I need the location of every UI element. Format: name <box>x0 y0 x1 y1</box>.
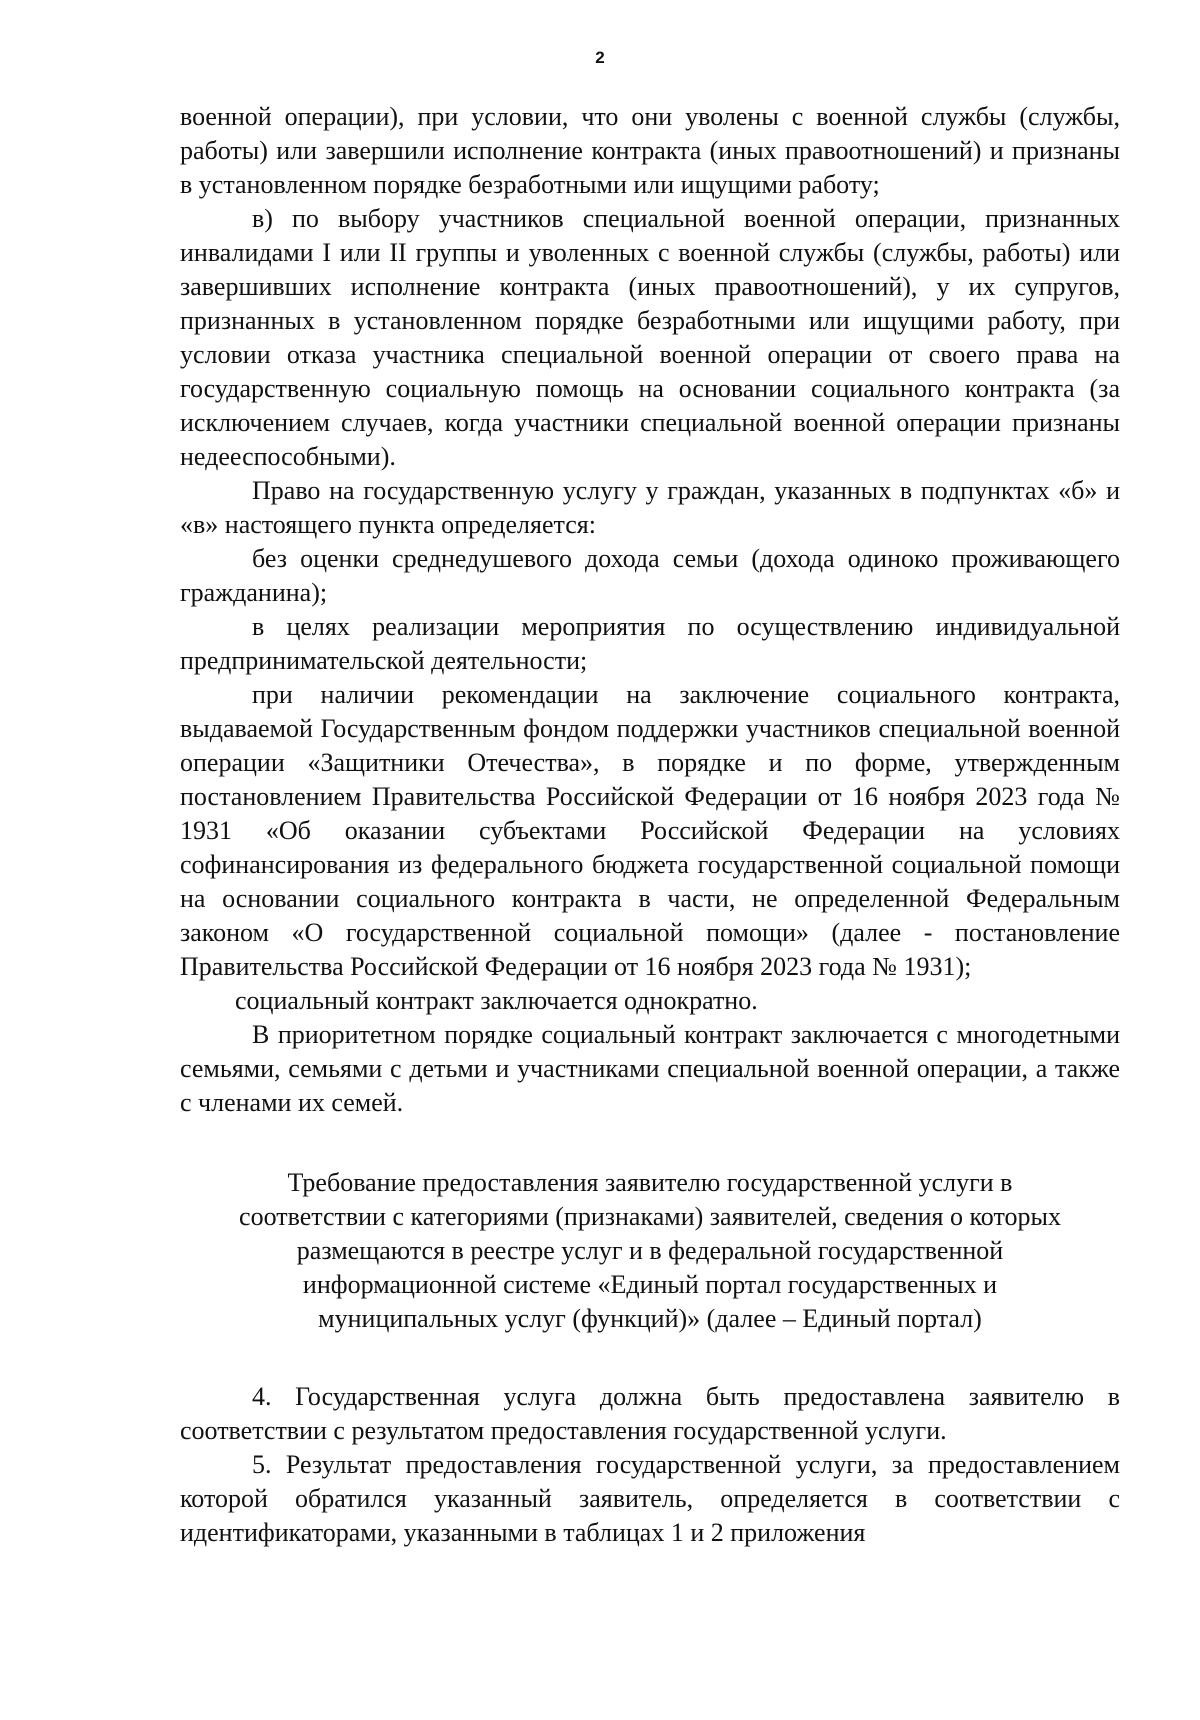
paragraph-5: 5. Результат предоставления государственной услуги, за предоставлением которой обратился указанный заявитель, определяется в соответствии с идентификаторами, указанными в таблицах 1 и 2 приложения <box>180 1450 1120 1547</box>
paragraph-nalichii: при наличии рекомендации на заключение социального контракта, выдаваемой Государственным фондом поддержки участников специальной военной операции «Защитники Отечества», в порядке и по форме, утвержденным постановлением Правительства Российской Федерации от 16 ноября 2023 года № 1931 «Об оказании субъектами Российской Федерации на условиях софинансирования из федерального бюджета государственной социальной помощи на основании социального контракта в части, не определенной Федеральным законом «О государственной социальной помощи» (далее - постановление Правительства Российской Федерации от 16 ноября 2023 года № 1931); <box>180 680 1120 981</box>
paragraph-pravo: Право на государственную услугу у граждан, указанных в подпунктах «б» и «в» настоящего пункта определяется: <box>180 476 1120 539</box>
page-number: 2 <box>595 48 605 67</box>
paragraph-4: 4. Государственная услуга должна быть предоставлена заявителю в соответствии с результатом предоставления государственной услуги. <box>180 1382 1120 1445</box>
paragraph-cont: военной операции), при условии, что они уволены с военной службы (службы, работы) или завершили исполнение контракта (иных правоотношений) и признаны в установленном порядке безработными или ищущими работу; <box>180 102 1120 199</box>
paragraphs-top <box>180 100 1120 1120</box>
document-body <box>180 100 1120 1550</box>
paragraphs-bottom <box>180 1380 1120 1550</box>
heading-line: Требование предоставления заявителю государственной услуги в <box>287 1168 1013 1197</box>
paragraph-celyah: в целях реализации мероприятия по осуществлению индивидуальной предпринимательской деятельности; <box>180 612 1120 675</box>
section-heading <box>180 1166 1120 1336</box>
heading-line: информационной системе «Единый портал государственных и <box>302 1270 998 1299</box>
heading-line: соответствии с категориями (признаками) заявителей, сведения о которых <box>239 1202 1061 1231</box>
paragraph-bez: без оценки среднедушевого дохода семьи (дохода одиноко проживающего гражданина); <box>180 544 1120 607</box>
heading-line: размещаются в реестре услуг и в федеральной государственной <box>296 1236 1004 1265</box>
paragraph-odnokratno: социальный контракт заключается однократно. <box>235 986 758 1015</box>
paragraph-v: в) по выбору участников специальной военной операции, признанных инвалидами I или II группы и уволенных с военной службы (службы, работы) или завершивших исполнение контракта (иных правоотношений), у их супругов, признанных в установленном порядке безработными или ищущими работу, при условии отказа участника специальной военной операции от своего права на государственную социальную помощь на основании социального контракта (за исключением случаев, когда участники специальной военной операции признаны недееспособными). <box>180 204 1120 471</box>
paragraph-prioritet: В приоритетном порядке социальный контракт заключается с многодетными семьями, семьями с детьми и участниками специальной военной операции, а также с членами их семей. <box>180 1020 1120 1117</box>
heading-line: муниципальных услуг (функций)» (далее – Единый портал) <box>318 1304 982 1333</box>
